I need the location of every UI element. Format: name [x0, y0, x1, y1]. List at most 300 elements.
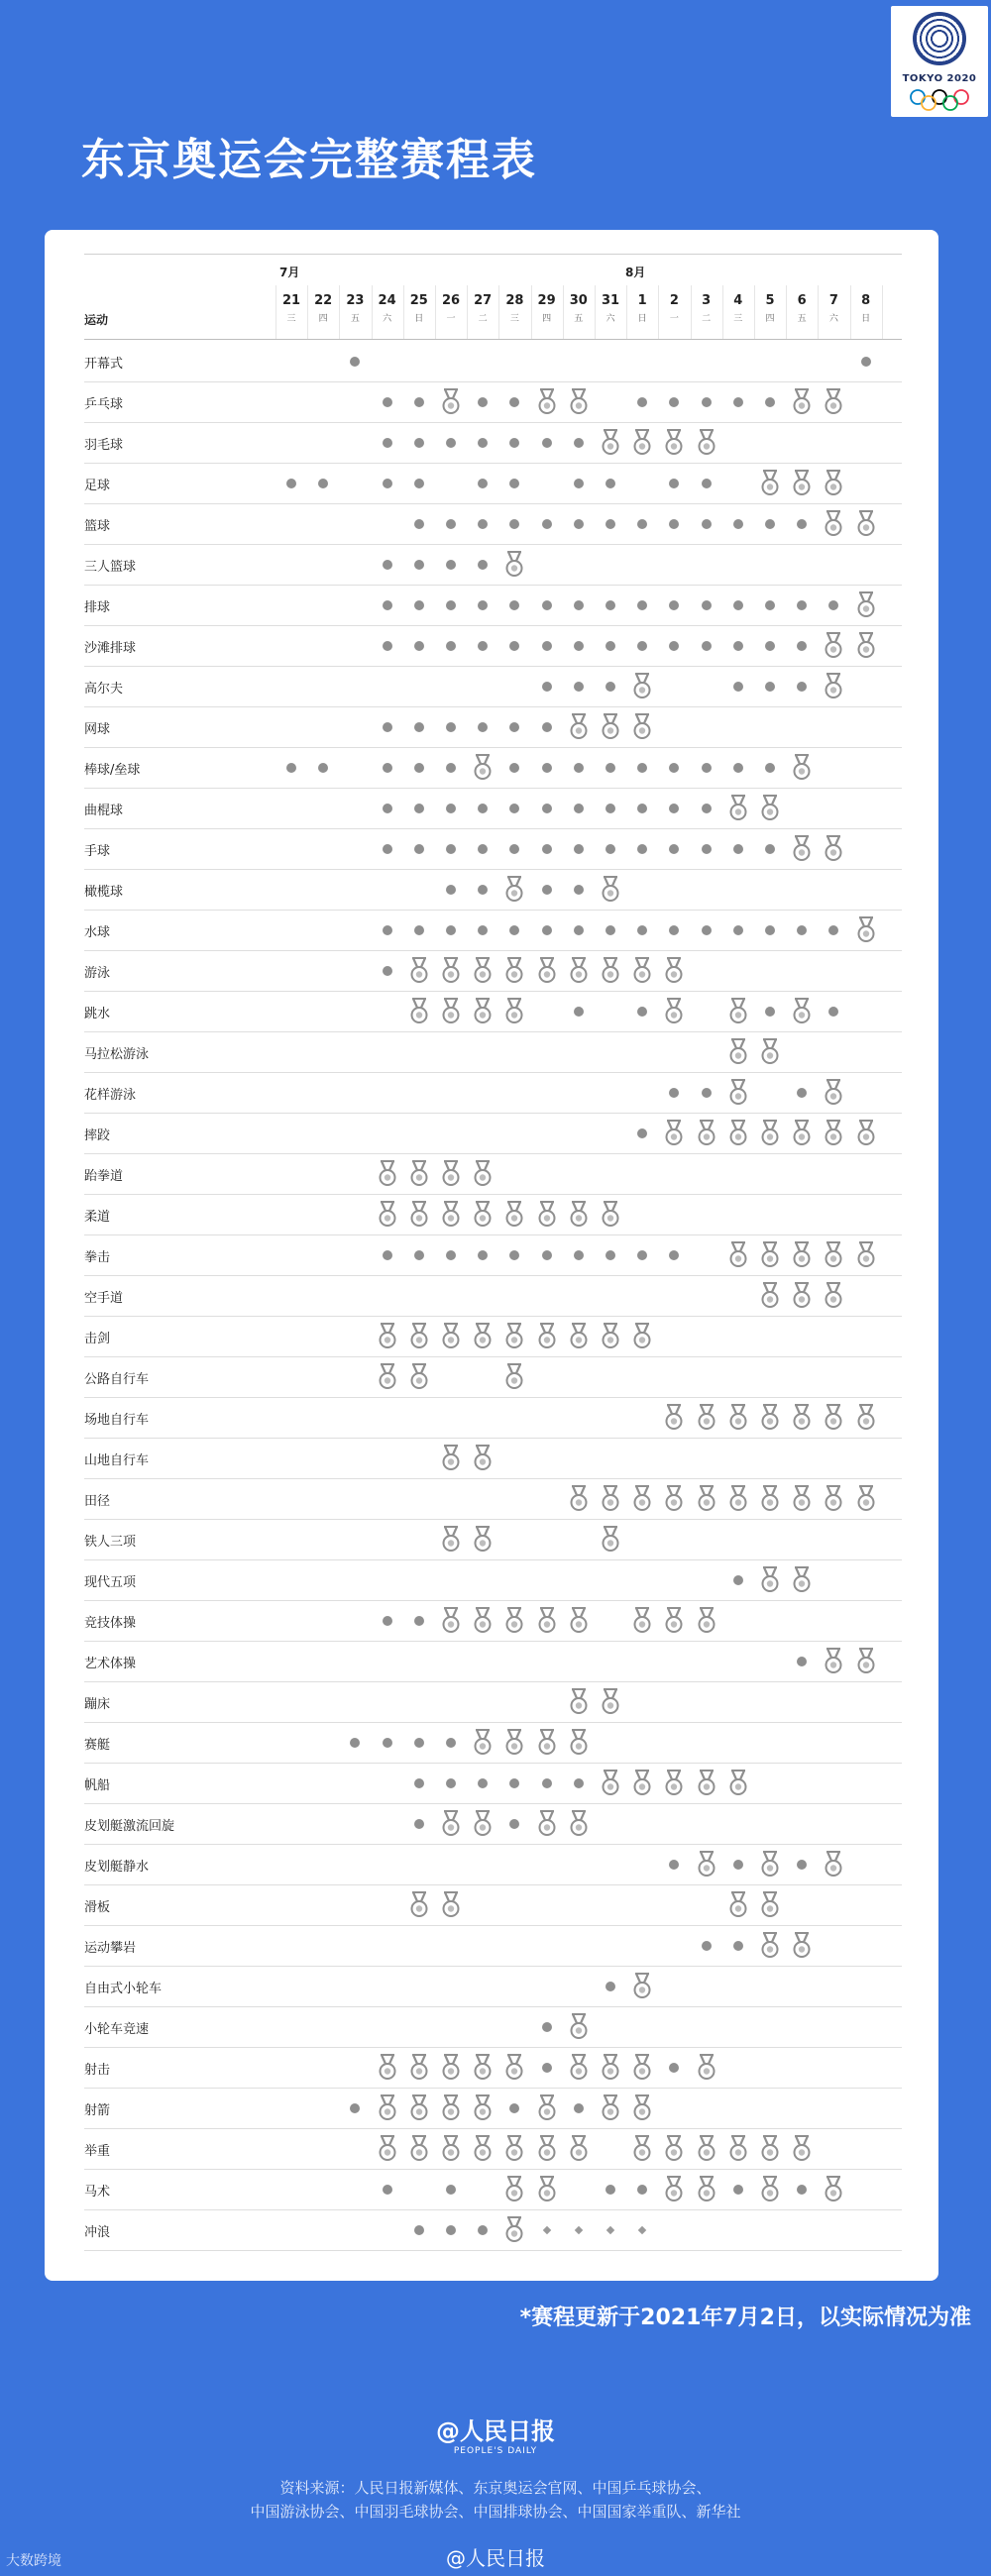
event-dot	[478, 479, 488, 488]
medal-icon	[472, 1323, 494, 1349]
medal-icon	[568, 2054, 590, 2081]
medal-icon	[696, 429, 717, 456]
event-dot	[733, 397, 743, 407]
event-dot	[702, 479, 712, 488]
row-divider	[84, 991, 902, 992]
medal-icon	[631, 1973, 653, 1999]
weekday-label: 三	[286, 314, 296, 324]
medal-icon	[823, 1648, 844, 1674]
row-divider	[84, 2088, 902, 2089]
row-divider	[84, 2209, 902, 2210]
weekday-label: 六	[383, 314, 392, 324]
sport-label: 空手道	[84, 1290, 124, 1306]
medal-icon	[727, 2135, 749, 2162]
medal-icon	[536, 2094, 558, 2121]
sport-label: 马术	[84, 2184, 111, 2200]
event-dot	[828, 925, 838, 935]
day-label: 26	[441, 293, 461, 308]
medal-icon	[759, 470, 781, 496]
event-dot	[542, 722, 552, 732]
event-dot	[702, 600, 712, 610]
medal-icon	[408, 2054, 430, 2081]
event-dot	[574, 2103, 584, 2113]
sport-label: 橄榄球	[84, 884, 124, 900]
event-dot	[509, 1778, 519, 1788]
event-dot	[414, 2225, 424, 2235]
medal-icon	[440, 1607, 462, 1634]
medal-icon	[472, 2135, 494, 2162]
sport-label: 艺术体操	[84, 1656, 137, 1671]
medal-icon	[536, 388, 558, 415]
event-dot	[669, 2063, 679, 2073]
medal-icon	[472, 1526, 494, 1553]
event-dot	[637, 397, 647, 407]
medal-icon	[440, 2054, 462, 2081]
event-dot	[702, 519, 712, 529]
event-dot	[509, 438, 519, 448]
diamond-marker	[606, 2225, 614, 2233]
row-divider	[84, 544, 902, 545]
medal-icon	[408, 957, 430, 984]
event-dot	[542, 885, 552, 895]
event-dot	[606, 479, 615, 488]
medal-icon	[759, 1566, 781, 1593]
event-dot	[478, 844, 488, 854]
medal-icon	[503, 1729, 525, 1756]
brand-name: @人民日报	[436, 2417, 555, 2445]
sport-label: 滑板	[84, 1899, 111, 1915]
logo-text: TOKYO 2020	[902, 73, 977, 84]
medal-icon	[663, 1607, 685, 1634]
day-separator	[691, 285, 692, 339]
medal-icon	[503, 998, 525, 1024]
medal-icon	[503, 2216, 525, 2243]
event-dot	[606, 682, 615, 692]
event-dot	[414, 560, 424, 570]
event-dot	[765, 844, 775, 854]
row-divider	[84, 2250, 902, 2251]
event-dot	[383, 966, 392, 976]
medal-icon	[408, 1323, 430, 1349]
event-dot	[765, 682, 775, 692]
event-dot	[383, 2185, 392, 2195]
event-dot	[669, 763, 679, 773]
event-dot	[765, 763, 775, 773]
event-dot	[797, 925, 807, 935]
medal-icon	[503, 551, 525, 578]
medal-icon	[791, 1282, 813, 1309]
event-dot	[478, 925, 488, 935]
event-dot	[414, 519, 424, 529]
medal-icon	[663, 957, 685, 984]
medal-icon	[440, 1891, 462, 1918]
event-dot	[606, 2185, 615, 2195]
row-divider	[84, 950, 902, 951]
medal-icon	[377, 2054, 398, 2081]
sport-label: 田径	[84, 1493, 111, 1509]
row-divider	[84, 503, 902, 504]
event-dot	[318, 479, 328, 488]
medal-icon	[696, 1851, 717, 1878]
sport-label: 公路自行车	[84, 1371, 150, 1387]
medal-icon	[696, 2135, 717, 2162]
medal-icon	[759, 1485, 781, 1512]
medal-icon	[759, 1891, 781, 1918]
row-divider	[84, 1194, 902, 1195]
medal-icon	[472, 2094, 494, 2121]
medal-icon	[472, 2054, 494, 2081]
event-dot	[797, 1860, 807, 1870]
weekday-label: 五	[797, 314, 807, 324]
month-august: 8月	[625, 266, 646, 279]
medal-icon	[759, 2176, 781, 2202]
medal-icon	[503, 2176, 525, 2202]
day-separator	[658, 285, 659, 339]
event-dot	[574, 804, 584, 813]
event-dot	[509, 600, 519, 610]
medal-icon	[568, 388, 590, 415]
medal-icon	[696, 1120, 717, 1146]
sport-label: 水球	[84, 924, 111, 940]
event-dot	[637, 641, 647, 651]
event-dot	[350, 2103, 360, 2113]
event-dot	[574, 438, 584, 448]
medal-icon	[503, 2135, 525, 2162]
event-dot	[637, 600, 647, 610]
event-dot	[765, 641, 775, 651]
medal-icon	[631, 2094, 653, 2121]
medal-icon	[408, 1363, 430, 1390]
medal-icon	[759, 795, 781, 821]
medal-icon	[600, 1770, 621, 1796]
medal-icon	[823, 1241, 844, 1268]
sport-label: 击剑	[84, 1331, 111, 1346]
event-dot	[286, 763, 296, 773]
event-dot	[702, 397, 712, 407]
medal-icon	[440, 1445, 462, 1471]
event-dot	[509, 2103, 519, 2113]
row-divider	[84, 1884, 902, 1885]
medal-icon	[631, 2135, 653, 2162]
row-divider	[84, 1031, 902, 1032]
medal-icon	[568, 713, 590, 740]
sport-label: 手球	[84, 843, 111, 859]
header-rule	[84, 339, 902, 340]
medal-icon	[503, 1201, 525, 1228]
event-dot	[797, 641, 807, 651]
event-dot	[574, 1778, 584, 1788]
row-divider	[84, 869, 902, 870]
day-separator	[754, 285, 755, 339]
day-separator	[818, 285, 819, 339]
medal-icon	[568, 2013, 590, 2040]
medal-icon	[600, 1485, 621, 1512]
day-separator	[882, 285, 883, 339]
day-separator	[626, 285, 627, 339]
medal-icon	[663, 429, 685, 456]
event-dot	[446, 1738, 456, 1748]
medal-icon	[855, 591, 877, 618]
sport-label: 举重	[84, 2143, 111, 2159]
medal-icon	[408, 1891, 430, 1918]
event-dot	[509, 804, 519, 813]
row-divider	[84, 1072, 902, 1073]
event-dot	[509, 925, 519, 935]
event-dot	[414, 600, 424, 610]
event-dot	[606, 763, 615, 773]
event-dot	[606, 519, 615, 529]
sport-label: 高尔夫	[84, 681, 124, 697]
sport-label: 篮球	[84, 518, 111, 534]
medal-icon	[377, 2094, 398, 2121]
medal-icon	[536, 2176, 558, 2202]
event-dot	[733, 1860, 743, 1870]
medal-icon	[791, 2135, 813, 2162]
event-dot	[446, 1250, 456, 1260]
day-separator	[498, 285, 499, 339]
event-dot	[637, 804, 647, 813]
medal-icon	[823, 1079, 844, 1106]
update-note: *赛程更新于2021年7月2日，以实际情况为准	[519, 2306, 971, 2330]
day-separator	[850, 285, 851, 339]
weibo-handle: @人民日报	[446, 2546, 545, 2570]
medal-icon	[568, 2135, 590, 2162]
medal-icon	[727, 1404, 749, 1431]
medal-icon	[472, 1160, 494, 1187]
source-line-2: 中国游泳协会、中国羽毛球协会、中国排球协会、中国国家举重队、新华社	[250, 2503, 741, 2521]
medal-icon	[855, 1120, 877, 1146]
event-dot	[574, 1007, 584, 1017]
sport-label: 现代五项	[84, 1574, 137, 1590]
event-dot	[733, 519, 743, 529]
weekday-label: 二	[478, 314, 488, 324]
medal-icon	[568, 1810, 590, 1837]
event-dot	[669, 844, 679, 854]
sport-label: 皮划艇静水	[84, 1859, 150, 1875]
day-label: 23	[346, 293, 365, 308]
sport-label: 排球	[84, 599, 111, 615]
row-divider	[84, 1478, 902, 1479]
event-dot	[669, 804, 679, 813]
medal-icon	[472, 1201, 494, 1228]
event-dot	[669, 641, 679, 651]
sport-label: 柔道	[84, 1209, 111, 1225]
event-dot	[669, 1088, 679, 1098]
medal-icon	[440, 2094, 462, 2121]
event-dot	[542, 844, 552, 854]
event-dot	[318, 763, 328, 773]
event-dot	[574, 600, 584, 610]
event-dot	[542, 1250, 552, 1260]
medal-icon	[855, 1485, 877, 1512]
sport-label: 跳水	[84, 1006, 111, 1021]
sport-label: 小轮车竞速	[84, 2021, 150, 2037]
medal-icon	[727, 1038, 749, 1065]
row-divider	[84, 625, 902, 626]
row-divider	[84, 381, 902, 382]
medal-icon	[408, 1201, 430, 1228]
day-separator	[372, 285, 373, 339]
medal-icon	[791, 998, 813, 1024]
medal-icon	[408, 1160, 430, 1187]
row-divider	[84, 1722, 902, 1723]
event-dot	[478, 1778, 488, 1788]
event-dot	[509, 1819, 519, 1829]
event-dot	[446, 1778, 456, 1788]
event-dot	[414, 1616, 424, 1626]
event-dot	[383, 1250, 392, 1260]
medal-icon	[696, 2176, 717, 2202]
event-dot	[383, 560, 392, 570]
medal-icon	[377, 1160, 398, 1187]
medal-icon	[759, 1851, 781, 1878]
weekday-label: 一	[669, 314, 679, 324]
sport-label: 游泳	[84, 965, 111, 981]
event-dot	[478, 722, 488, 732]
weekday-label: 一	[446, 314, 456, 324]
medal-icon	[440, 2135, 462, 2162]
day-label: 27	[474, 293, 493, 308]
day-label: 29	[537, 293, 556, 308]
event-dot	[606, 600, 615, 610]
day-separator	[786, 285, 787, 339]
day-separator	[563, 285, 564, 339]
event-dot	[765, 397, 775, 407]
event-dot	[478, 2225, 488, 2235]
event-dot	[861, 357, 871, 367]
day-label: 3	[702, 293, 712, 308]
medal-icon	[663, 1120, 685, 1146]
sport-label: 场地自行车	[84, 1412, 150, 1428]
row-divider	[84, 585, 902, 586]
medal-icon	[791, 835, 813, 862]
event-dot	[574, 479, 584, 488]
day-label: 25	[409, 293, 428, 308]
event-dot	[446, 641, 456, 651]
event-dot	[414, 804, 424, 813]
medal-icon	[791, 754, 813, 781]
medal-icon	[823, 510, 844, 537]
month-july: 7月	[279, 266, 300, 279]
weekday-label: 五	[574, 314, 584, 324]
event-dot	[765, 519, 775, 529]
row-divider	[84, 1600, 902, 1601]
event-dot	[765, 1007, 775, 1017]
sport-label: 三人篮球	[84, 559, 137, 575]
medal-icon	[440, 1160, 462, 1187]
event-dot	[414, 722, 424, 732]
event-dot	[414, 438, 424, 448]
medal-icon	[791, 1404, 813, 1431]
sport-label: 网球	[84, 721, 111, 737]
brand-name-en: PEOPLE'S DAILY	[453, 2446, 538, 2456]
medal-icon	[727, 1770, 749, 1796]
event-dot	[669, 397, 679, 407]
medal-icon	[503, 1607, 525, 1634]
medal-icon	[503, 2054, 525, 2081]
medal-icon	[377, 1363, 398, 1390]
event-dot	[383, 804, 392, 813]
weekday-label: 三	[733, 314, 743, 324]
row-divider	[84, 828, 902, 829]
event-dot	[733, 925, 743, 935]
event-dot	[797, 600, 807, 610]
medal-icon	[536, 1729, 558, 1756]
medal-icon	[440, 998, 462, 1024]
row-divider	[84, 666, 902, 667]
medal-icon	[568, 1323, 590, 1349]
medal-icon	[600, 876, 621, 903]
event-dot	[574, 519, 584, 529]
row-divider	[84, 1559, 902, 1560]
medal-icon	[600, 2054, 621, 2081]
medal-icon	[440, 388, 462, 415]
row-divider	[84, 1275, 902, 1276]
event-dot	[574, 1250, 584, 1260]
event-dot	[702, 1941, 712, 1951]
event-dot	[478, 397, 488, 407]
event-dot	[509, 479, 519, 488]
row-divider	[84, 1966, 902, 1967]
medal-icon	[472, 1729, 494, 1756]
day-separator	[275, 285, 276, 339]
diamond-marker	[638, 2225, 646, 2233]
medal-icon	[568, 1201, 590, 1228]
medal-icon	[536, 957, 558, 984]
sport-label: 拳击	[84, 1249, 111, 1265]
sport-label: 沙滩排球	[84, 640, 137, 656]
medal-icon	[440, 1323, 462, 1349]
row-divider	[84, 1397, 902, 1398]
medal-icon	[472, 1607, 494, 1634]
event-dot	[637, 2185, 647, 2195]
event-dot	[828, 1007, 838, 1017]
event-dot	[542, 438, 552, 448]
day-label: 2	[669, 293, 679, 308]
event-dot	[574, 682, 584, 692]
source-line-1: 资料来源：人民日报新媒体、东京奥运会官网、中国乒乓球协会、	[279, 2479, 712, 2497]
medal-icon	[759, 1404, 781, 1431]
medal-icon	[727, 1120, 749, 1146]
medal-icon	[631, 1607, 653, 1634]
row-divider	[84, 1234, 902, 1235]
sport-label: 跆拳道	[84, 1168, 124, 1184]
event-dot	[733, 682, 743, 692]
row-divider	[84, 1316, 902, 1317]
medal-icon	[823, 835, 844, 862]
row-divider	[84, 2047, 902, 2048]
medal-icon	[631, 429, 653, 456]
event-dot	[542, 925, 552, 935]
weekday-label: 六	[606, 314, 615, 324]
medal-icon	[663, 2176, 685, 2202]
sport-label: 羽毛球	[84, 437, 124, 453]
event-dot	[606, 1982, 615, 1991]
day-label: 8	[861, 293, 871, 308]
event-dot	[542, 600, 552, 610]
sport-label: 足球	[84, 478, 111, 493]
olympic-emblem-icon	[913, 12, 966, 65]
medal-icon	[440, 1201, 462, 1228]
row-divider	[84, 706, 902, 707]
day-label: 21	[281, 293, 301, 308]
sport-label: 棒球/垒球	[84, 762, 141, 778]
medal-icon	[600, 1688, 621, 1715]
event-dot	[383, 844, 392, 854]
event-dot	[446, 519, 456, 529]
page-title: 东京奥运会完整赛程表	[81, 135, 537, 185]
medal-icon	[855, 632, 877, 659]
